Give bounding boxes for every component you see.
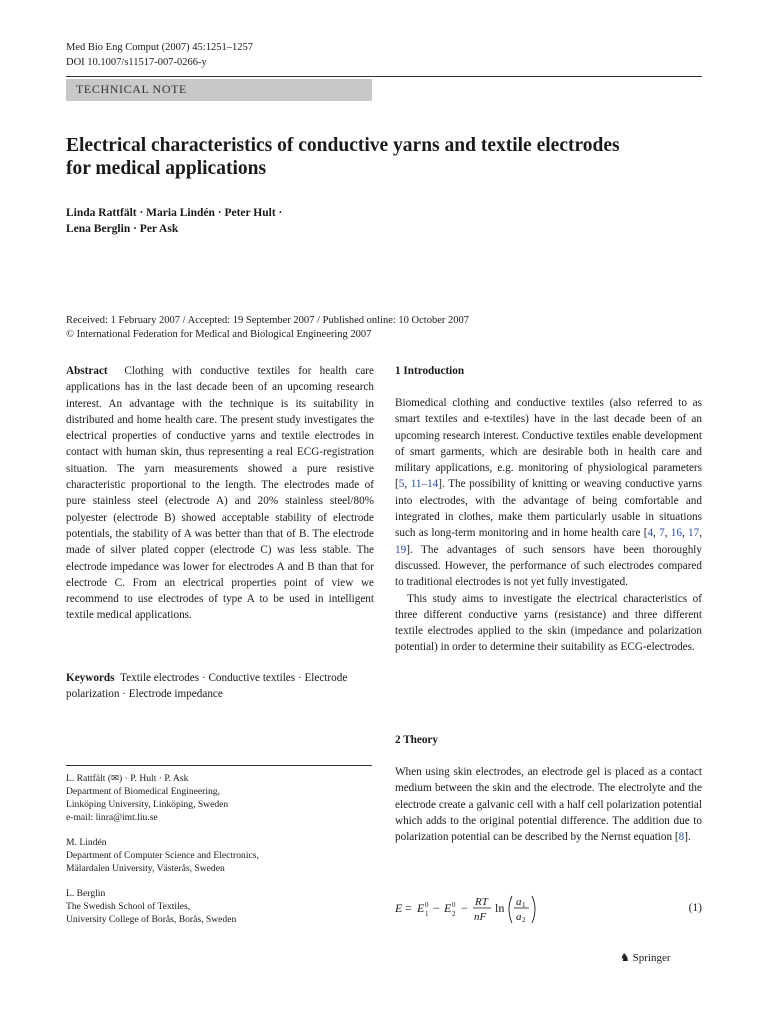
journal-header [66,40,253,70]
article-type-label: TECHNICAL NOTE [76,82,187,96]
journal-citation: Med Bio Eng Comput (2007) 45:1251–1257 [66,42,253,53]
svg-text:ln: ln [495,901,505,915]
svg-text:−: − [461,901,468,915]
theory-body [395,764,702,845]
publication-dates [66,314,702,342]
equation-number: (1) [688,902,702,914]
authors-line-1: Linda Rattfält · Maria Lindén · Peter Hult · [66,207,283,219]
publisher-name: Springer [632,952,671,964]
affiliation-1-email: e-mail: linra@imt.liu.se [66,812,158,823]
citation-link[interactable]: 19 [395,543,407,556]
citation-link[interactable]: 16 [670,527,682,540]
svg-text:=: = [405,901,412,915]
svg-text:−: − [433,901,440,915]
svg-text:a: a [516,896,522,908]
svg-text:E: E [395,901,403,915]
article-title: Electrical characteristics of conductive yarns and textile electrodes for medical applications [66,135,620,179]
citation-link[interactable]: 8 [678,831,685,844]
equation-graphic [395,890,595,930]
article-type-banner [66,79,372,101]
affiliation-1-names: L. Rattfält (✉) · P. Hult · P. Ask [66,773,189,784]
nernst-equation [395,890,702,930]
affiliation-3-univ: University College of Borås, Borås, Sweden [66,914,237,925]
springer-horse-icon: ♞ [620,952,630,964]
publisher-logo [620,951,671,964]
authors-line-2: Lena Berglin · Per Ask [66,223,179,235]
citation-link[interactable]: 17 [688,527,700,540]
affiliation-2 [66,836,372,875]
citation-link[interactable]: 4 [647,527,654,540]
doi: DOI 10.1007/s11517-007-0266-y [66,57,207,68]
svg-text:RT: RT [475,896,488,908]
svg-text:2: 2 [452,910,456,918]
keywords-label: Keywords [66,672,115,684]
svg-text:0: 0 [425,901,429,909]
intro-heading: 1 Introduction [395,365,465,377]
svg-text:2: 2 [522,916,526,924]
affiliation-2-dept: Department of Computer Science and Electronics, [66,850,259,861]
intro-paragraph-2: This study aims to investigate the electrical characteristics of three different conductive yarns (resistance) and three different textile electrodes applied to the skin (impedance and polarization potential) in order to determine their suitability as ECG-electrodes. [395,592,702,654]
svg-text:E: E [417,901,425,915]
svg-text:1: 1 [522,901,526,909]
citation-link[interactable]: 5 [398,478,405,491]
theory-heading: 2 Theory [395,734,438,746]
footnote-rule [66,765,372,766]
svg-text:E: E [444,901,452,915]
affiliation-1-dept: Department of Biomedical Engineering, [66,786,220,797]
svg-text:0: 0 [452,901,456,909]
affiliation-3-names: L. Berglin [66,888,106,899]
copyright-line: © International Federation for Medical and Biological Engineering 2007 [66,329,372,340]
svg-text:1: 1 [425,910,429,918]
citation-link[interactable]: 11–14 [410,478,439,491]
citation-link[interactable]: 7 [659,527,665,540]
header-rule [66,76,702,77]
author-list [66,205,466,237]
theory-paragraph-1: When using skin electrodes, an electrode gel is placed as a contact medium between the skin and the electrode. The electrolyte and the electrode create a galvanic cell with a half cell polarization potential which adds to the original potential difference. The addition due to polarization potential can be described by the Nernst equation [8]. [395,766,702,844]
received-line: Received: 1 February 2007 / Accepted: 19 September 2007 / Published online: 10 October 2007 [66,315,469,326]
abstract-text: Clothing with conductive textiles for health care applications has in the last decade been of an upcoming research interest. An advantage with the technique is its suitability in distributed and home health care. The present study investigates the electrical properties of conductive yarns and textile electrodes in contact with human skin, thus representing a real ECG-registration situation. The yarn measurements showed a pure resistive characteristic proportional to the length. The electrodes made of pure stainless steel (electrode A) and 20% stainless steel/80% polyester (electrode B) showed acceptable stability of electrode potentials, the stability of A was better than that of B. The electrode made of silver plated copper (electrode C) was less stable. The electrode impedance was lower for electrodes A and B than that for electrode C. From an electrical properties point of view we recommend to use electrodes of type A to be used in intelligent textile medical applications. [66,365,375,622]
affiliation-2-univ: Mälardalen University, Västerås, Sweden [66,863,225,874]
affiliation-1-univ: Linköping University, Linköping, Sweden [66,799,229,810]
intro-paragraph-1: Biomedical clothing and conductive textiles (also referred to as smart textiles and e-textiles) have in the last decade been of an upcoming research interest. Conductive textiles enable development of smart garments, which are desirable both in health care and military applications, e.g. monitoring of physiological parameters [5, 11–14]. The possibility of knitting or weaving conductive yarns into electrodes, with the advantage of being comfortable and integrated in clothes, make them particularly usable in situations such as long-term monitoring and in home health care [4, 7, 16, 17, 19]. The advantages of such sensors have been thoroughly discussed. However, the performance of such electrodes compared to traditional electrodes is not yet fully investigated. [395,397,703,589]
abstract-label: Abstract [66,365,108,377]
svg-text:a: a [516,911,522,923]
abstract [66,363,374,624]
svg-text:nF: nF [474,911,487,923]
affiliation-3-dept: The Swedish School of Textiles, [66,901,191,912]
keywords-text: Textile electrodes · Conductive textiles · Electrode polarization · Electrode impedance [66,672,348,701]
affiliation-1 [66,772,372,824]
keywords [66,670,374,703]
intro-body [395,395,702,656]
affiliation-2-names: M. Lindén [66,837,107,848]
affiliation-3 [66,887,372,926]
